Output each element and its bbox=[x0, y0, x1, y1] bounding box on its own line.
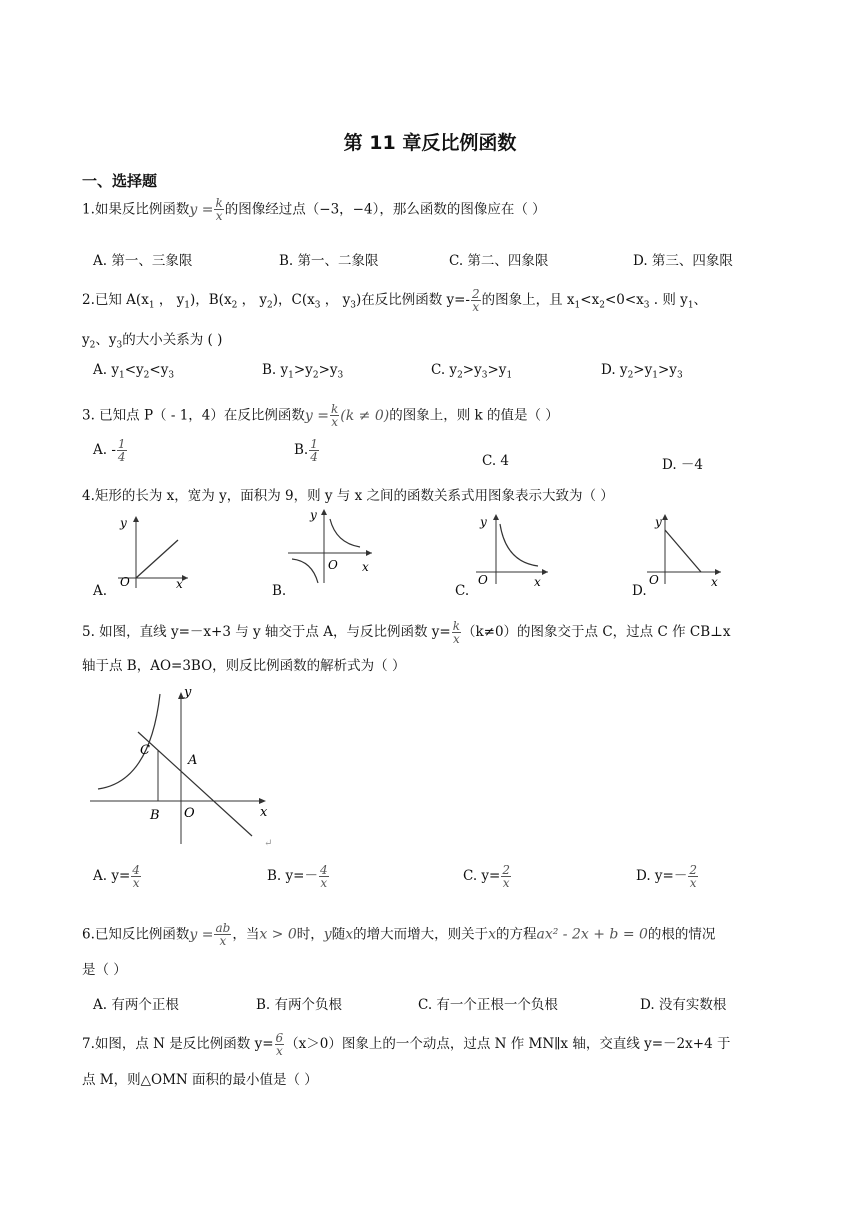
origin-label: O bbox=[478, 573, 488, 587]
q4-graph-a bbox=[110, 510, 190, 590]
q2-text: <0<x bbox=[604, 292, 644, 308]
origin-label: O bbox=[649, 573, 659, 587]
question-3 bbox=[82, 403, 559, 428]
formula-condition: (k ≠ 0) bbox=[340, 407, 390, 424]
q1-option-a[interactable]: A. 第一、三象限 bbox=[93, 253, 193, 269]
q5-option-b[interactable]: B. y=－ $\frac{4}{x}$ bbox=[267, 863, 328, 890]
figure-x-label: x bbox=[260, 805, 268, 820]
q2-sub: 3 bbox=[350, 300, 356, 311]
axis-x-label: x bbox=[176, 577, 183, 590]
q5-option-d[interactable]: D. y=－ $\frac{2}{x}$ bbox=[636, 863, 698, 890]
q6-text: 的方程 bbox=[496, 926, 537, 943]
q2-sub: 1 bbox=[687, 300, 694, 311]
q5-option-a[interactable]: A. y= $\frac{4}{x}$ bbox=[93, 863, 140, 890]
question-2-line-1 bbox=[82, 288, 707, 313]
q3-option-b[interactable]: B. $\frac{1}{4}$ bbox=[294, 437, 318, 464]
q2-sub: 2 bbox=[599, 300, 605, 311]
q4-option-b[interactable]: B. bbox=[272, 583, 287, 599]
q2-text: )，B(x bbox=[190, 292, 232, 308]
axis-y-label: y bbox=[655, 515, 662, 529]
q2-text: )在反比例函数 y=- bbox=[355, 292, 470, 308]
figure-y-label: y bbox=[184, 685, 192, 700]
fraction-denominator: x bbox=[275, 1044, 283, 1058]
q6-text: 的增大而增大，则关于 bbox=[353, 926, 489, 943]
q4-graph-b bbox=[286, 505, 376, 585]
q2-sub: 3 bbox=[643, 300, 650, 311]
q3-text-post: 的图象上，则 k 的值是（ ） bbox=[389, 407, 559, 424]
q2-text: <x bbox=[580, 292, 600, 308]
q2-sub: 2 bbox=[89, 340, 96, 351]
q3-text-pre: 3. 已知点 P（ - 1，4）在反比例函数 bbox=[82, 407, 305, 424]
q2-sub: 1 bbox=[148, 300, 155, 311]
fraction-numerator: k bbox=[330, 402, 339, 416]
fraction bbox=[214, 922, 231, 947]
origin-label: O bbox=[184, 806, 195, 821]
q1-option-b[interactable]: B. 第一、二象限 bbox=[279, 253, 379, 269]
q2-text: 、 bbox=[693, 292, 708, 308]
q2-option-d[interactable]: D. $y_2>y_1>y_3$ bbox=[601, 362, 683, 381]
q7-text-post: （x＞0）图象上的一个动点，过点 N 作 MN∥x 轴，交直线 y=－2x+4 于 bbox=[285, 1036, 731, 1052]
formula-image: ax² - 2x + b = 0 bbox=[536, 926, 648, 943]
formula-image: x bbox=[488, 926, 496, 943]
fraction bbox=[471, 288, 481, 313]
fraction-numerator: 2 bbox=[472, 287, 480, 301]
q5-option-c[interactable]: C. y= $\frac{2}{x}$ bbox=[463, 863, 511, 890]
question-1 bbox=[82, 197, 546, 222]
axis-y-label: y bbox=[480, 515, 487, 529]
q1-option-c[interactable]: C. 第二、四象限 bbox=[449, 253, 549, 269]
q2-text: 的大小关系为 ( ) bbox=[122, 332, 223, 348]
q6-text: 6.已知反比例函数 bbox=[82, 926, 190, 943]
q2-text: ， y bbox=[320, 292, 351, 308]
q2-text: . 则 y bbox=[649, 292, 688, 308]
fraction-denominator: x bbox=[472, 300, 480, 314]
q6-text: 的根的情况 bbox=[647, 926, 716, 943]
fraction-numerator: k bbox=[452, 619, 460, 633]
q2-sub: 1 bbox=[184, 300, 190, 311]
question-1-text-post: 的图像经过点（−3，−4），那么函数的图像应在（ ） bbox=[224, 201, 546, 218]
q2-option-c[interactable]: C. $y_2>y_3>y_1$ bbox=[431, 362, 513, 381]
formula-lhs: y = bbox=[189, 926, 214, 943]
formula-image bbox=[304, 402, 390, 429]
q5-text-post: （k≠0）的图象交于点 C，过点 C 作 CB⊥x bbox=[461, 624, 731, 640]
fraction bbox=[452, 620, 461, 645]
q4-option-c[interactable]: C. bbox=[455, 583, 470, 599]
q6-option-d[interactable]: D. 没有实数根 bbox=[640, 997, 727, 1013]
axis-y-label: y bbox=[310, 508, 317, 522]
q4-graph-c bbox=[472, 510, 552, 590]
q2-text: ， y bbox=[237, 292, 268, 308]
q3-option-d[interactable]: D. －4 bbox=[662, 457, 704, 473]
q6-text: 随 bbox=[331, 926, 346, 943]
question-2-line-2 bbox=[82, 328, 222, 351]
q2-text: 2.已知 A(x bbox=[82, 292, 149, 308]
q2-sub: 3 bbox=[314, 300, 321, 311]
question-7-line-1 bbox=[82, 1032, 730, 1057]
formula-lhs: y = bbox=[189, 201, 214, 218]
q2-option-b[interactable]: B. $y_1>y_2>y_3$ bbox=[262, 362, 344, 381]
q5-text-pre: 5. 如图，直线 y=－x+3 与 y 轴交于点 A，与反比例函数 y= bbox=[82, 624, 451, 640]
fraction-denominator: x bbox=[452, 632, 460, 646]
q4-option-a[interactable]: A. bbox=[93, 583, 108, 599]
point-b-label: B bbox=[150, 808, 160, 823]
q3-option-a[interactable]: A. - $\frac{1}{4}$ bbox=[93, 437, 126, 464]
q2-sub: 2 bbox=[267, 300, 273, 311]
page-title: 第 11 章反比例函数 bbox=[343, 132, 517, 154]
formula-image: y bbox=[323, 926, 332, 943]
question-5-line-2: 轴于点 B，AO=3BO，则反比例函数的解析式为（ ） bbox=[82, 658, 406, 674]
question-6-line-1 bbox=[82, 922, 715, 947]
origin-label: O bbox=[120, 575, 130, 589]
fraction bbox=[214, 197, 223, 222]
formula-image: x > 0 bbox=[259, 926, 297, 943]
fraction-denominator: x bbox=[219, 934, 227, 948]
origin-label: O bbox=[328, 558, 338, 572]
question-7-line-2: 点 M，则△OMN 面积的最小值是（ ） bbox=[82, 1072, 318, 1088]
question-5-line-1 bbox=[82, 620, 730, 645]
axis-x-label: x bbox=[711, 575, 718, 589]
question-6-line-2: 是（ ） bbox=[82, 962, 127, 978]
q4-graph-d bbox=[645, 510, 725, 590]
q7-text-pre: 7.如图，点 N 是反比例函数 y= bbox=[82, 1036, 274, 1052]
axis-x-label: x bbox=[534, 575, 541, 589]
question-4: 4.矩形的长为 x，宽为 y，面积为 9，则 y 与 x 之间的函数关系式用图象表示大致为（ ） bbox=[82, 488, 614, 504]
fraction bbox=[330, 403, 339, 428]
question-1-text-pre: 1.如果反比例函数 bbox=[82, 201, 190, 218]
q2-text: )，C(x bbox=[272, 292, 315, 308]
formula-image bbox=[189, 921, 232, 948]
q4-option-d[interactable]: D. bbox=[632, 583, 647, 599]
formula-image bbox=[189, 196, 224, 223]
section-heading: 一、选择题 bbox=[82, 172, 158, 190]
point-c-label: C bbox=[140, 743, 150, 758]
q5-figure bbox=[88, 684, 288, 850]
fraction bbox=[275, 1032, 285, 1057]
q2-sub: 2 bbox=[231, 300, 238, 311]
q6-option-b[interactable]: B. 有两个负根 bbox=[256, 997, 343, 1013]
q6-text: ，当 bbox=[232, 926, 260, 943]
paragraph-mark-icon: ↵ bbox=[264, 838, 273, 849]
q1-option-d[interactable]: D. 第三、四象限 bbox=[633, 253, 733, 269]
q2-text: ， y bbox=[154, 292, 185, 308]
fraction-denominator: x bbox=[331, 415, 338, 429]
formula-lhs: y = bbox=[304, 407, 329, 424]
point-a-label: A bbox=[188, 753, 198, 768]
q6-text: 时， bbox=[296, 926, 324, 943]
q3-option-c[interactable]: C. 4 bbox=[482, 453, 510, 469]
q2-text: y bbox=[82, 332, 90, 348]
q2-option-a[interactable]: A. $y_1<y_2<y_3$ bbox=[93, 362, 175, 381]
fraction-denominator: x bbox=[215, 209, 223, 223]
q2-sub: 3 bbox=[116, 340, 123, 351]
axis-x-label: x bbox=[362, 560, 369, 574]
q2-text: 的图象上，且 x bbox=[481, 292, 575, 308]
q6-option-a[interactable]: A. 有两个正根 bbox=[93, 997, 179, 1013]
fraction-numerator: ab bbox=[215, 921, 231, 935]
formula-image: x bbox=[345, 926, 354, 943]
fraction-numerator: k bbox=[215, 196, 223, 210]
q6-option-c[interactable]: C. 有一个正根一个负根 bbox=[418, 997, 558, 1013]
axis-y-label: y bbox=[120, 516, 127, 530]
q2-text: 、y bbox=[95, 332, 117, 348]
q2-sub: 1 bbox=[574, 300, 581, 311]
fraction-numerator: 6 bbox=[275, 1031, 284, 1045]
